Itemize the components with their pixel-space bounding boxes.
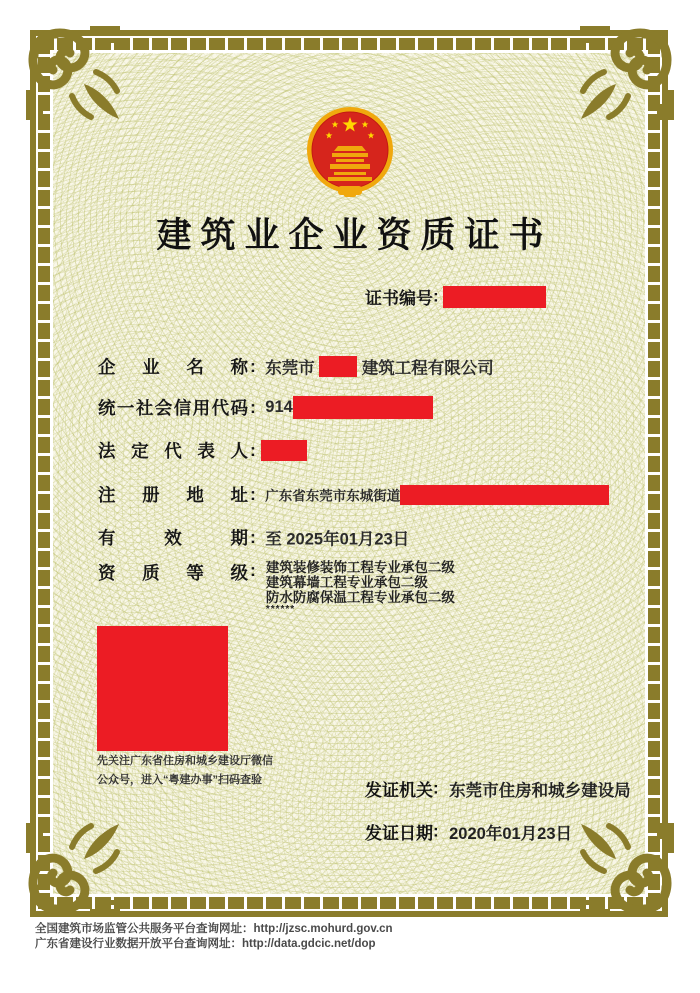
issue-date-value: 2020年01月23日 (449, 824, 573, 843)
frame-band-bottom (38, 897, 660, 909)
scan-verification-note (97, 752, 273, 790)
certificate-title: 建筑业企业资质证书 (156, 216, 553, 255)
corner-ornament-top-left (26, 26, 122, 122)
colon: : (433, 778, 439, 798)
footer-query-urls (35, 922, 393, 952)
legal-representative-row (98, 438, 307, 463)
issuing-authority-value: 东莞市住房和城乡建设局 (449, 781, 631, 800)
certificate-number-colon: : (433, 286, 439, 306)
registered-address-prefix: 广东省东莞市东城街道 (265, 488, 401, 504)
frame-band-left (38, 38, 50, 909)
redaction-block-registered-address (400, 485, 609, 505)
company-name-row (98, 354, 494, 379)
issue-date-row (365, 819, 572, 844)
scan-note-line2: 公众号，进入“粤建办事”扫码查验 (97, 774, 262, 786)
registered-address-label: 注册地址 (98, 485, 248, 505)
colon: : (433, 821, 439, 841)
credit-code-prefix: 914 (265, 398, 293, 416)
colon: : (250, 560, 256, 580)
qualification-grade-label: 资质等级 (98, 563, 248, 583)
qualification-list (266, 560, 455, 614)
redaction-block-company-name (319, 356, 357, 377)
certificate-number-label: 证书编号 (365, 289, 433, 308)
company-name-suffix: 建筑工程有限公司 (361, 359, 494, 378)
qualification-grade-row (98, 560, 455, 614)
validity-value: 至 2025年01月23日 (265, 530, 410, 549)
frame-band-right (648, 38, 660, 909)
qualification-placeholder-line: ****** (265, 604, 296, 615)
issuing-authority-row (365, 776, 631, 801)
corner-ornament-top-right (578, 26, 674, 122)
qualification-line: 建筑装修装饰工程专业承包二级 (265, 560, 455, 575)
redaction-block-legal-representative (261, 440, 307, 461)
frame-band-top (38, 38, 660, 50)
corner-ornament-bottom-left (26, 821, 122, 917)
credit-code-row (98, 395, 433, 420)
footer-url-line2: 广东省建设行业数据开放平台查询网址：http://data.gdcic.net/dop (35, 938, 376, 950)
qualification-line: 防水防腐保温工程专业承包二级 (265, 590, 455, 605)
company-name-label: 企业名称 (98, 357, 248, 377)
redaction-block-certificate-number (443, 286, 546, 308)
colon: : (250, 527, 256, 547)
colon: : (250, 397, 256, 417)
colon: : (250, 356, 256, 376)
issue-date-label: 发证日期 (365, 824, 433, 843)
colon: : (250, 484, 256, 504)
credit-code-label: 统一社会信用代码 (98, 398, 248, 418)
legal-representative-label: 法定代表人 (98, 441, 248, 461)
issuing-authority-label: 发证机关 (365, 781, 433, 800)
registered-address-row (98, 482, 609, 507)
qualification-line: 建筑幕墙工程专业承包二级 (265, 575, 428, 590)
scan-note-line1: 先关注广东省住房和城乡建设厅微信 (97, 755, 273, 767)
redaction-block-credit-code (293, 396, 433, 419)
redaction-block-qr-code (97, 626, 228, 751)
footer-url-line1: 全国建筑市场监管公共服务平台查询网址：http://jzsc.mohurd.gov.cn (35, 923, 393, 935)
company-name-prefix: 东莞市 (265, 359, 315, 378)
national-emblem-icon (302, 104, 398, 200)
validity-row (98, 525, 409, 550)
corner-ornament-bottom-right (578, 821, 674, 917)
validity-label: 有效期 (98, 528, 248, 548)
colon: : (250, 440, 256, 460)
certificate-number-row (365, 284, 546, 309)
